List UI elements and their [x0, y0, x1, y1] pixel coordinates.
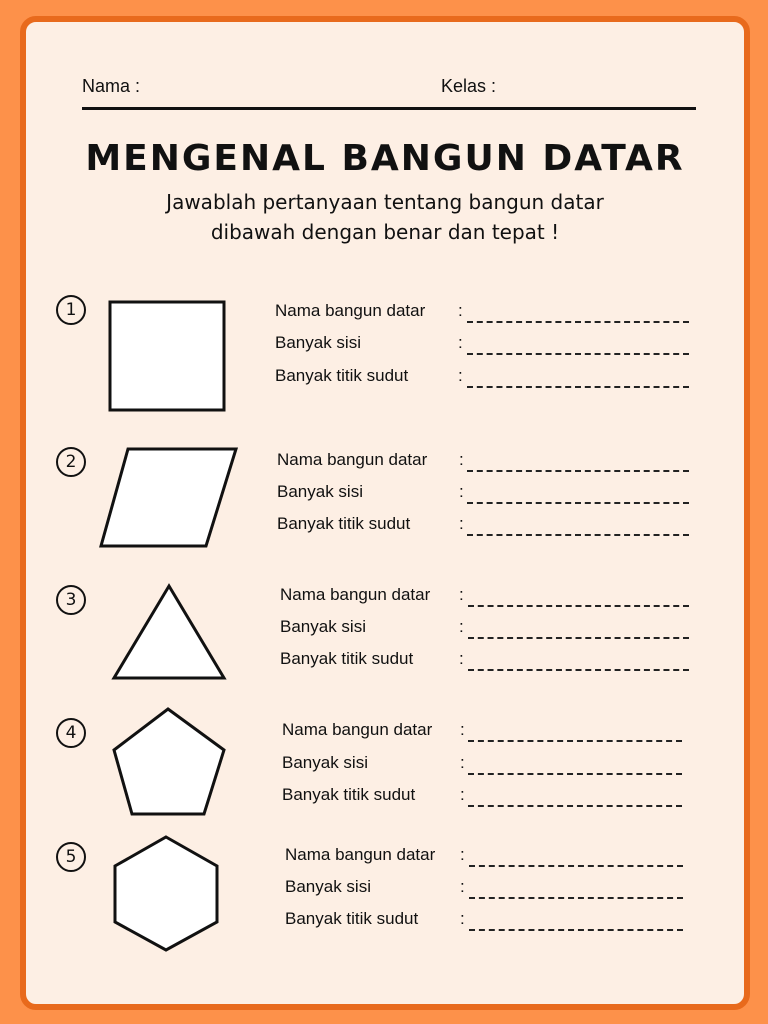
item-number: 2	[56, 447, 86, 477]
answer-line-shape-name[interactable]	[467, 321, 689, 323]
answer-line-corners[interactable]	[467, 534, 689, 536]
corners-label: Banyak titik sudut	[280, 649, 414, 668]
question-item-5	[26, 837, 744, 967]
colon: :	[460, 877, 465, 896]
corners-label: Banyak titik sudut	[277, 514, 411, 533]
corners-label: Banyak titik sudut	[282, 785, 416, 804]
page-title: MENGENAL BANGUN DATAR	[85, 138, 685, 179]
answer-line-corners[interactable]	[469, 929, 683, 931]
item-number: 5	[56, 842, 86, 872]
colon: :	[458, 366, 463, 385]
shape-name-label: Nama bangun datar	[277, 450, 428, 469]
colon: :	[458, 301, 463, 320]
colon: :	[459, 450, 464, 469]
colon: :	[460, 845, 465, 864]
name-label: Nama :	[82, 76, 141, 96]
answer-line-corners[interactable]	[468, 805, 682, 807]
answer-line-shape-name[interactable]	[468, 605, 689, 607]
corners-label: Banyak titik sudut	[285, 909, 419, 928]
answer-line-sides[interactable]	[468, 637, 689, 639]
answer-line-shape-name[interactable]	[469, 865, 683, 867]
header-line[interactable]	[82, 107, 696, 110]
square-icon	[108, 300, 228, 414]
colon: :	[458, 333, 463, 352]
colon: :	[460, 785, 465, 804]
sides-label: Banyak sisi	[285, 877, 371, 896]
shape-name-label: Nama bangun datar	[285, 845, 436, 864]
colon: :	[459, 482, 464, 501]
question-item-3	[26, 580, 744, 710]
answer-line-shape-name[interactable]	[468, 740, 682, 742]
shape-name-label: Nama bangun datar	[280, 585, 431, 604]
colon: :	[460, 909, 465, 928]
sides-label: Banyak sisi	[282, 753, 368, 772]
item-number: 1	[56, 295, 86, 325]
shape-name-label: Nama bangun datar	[275, 301, 426, 320]
answer-line-shape-name[interactable]	[467, 470, 689, 472]
class-label: Kelas :	[441, 76, 497, 96]
answer-line-corners[interactable]	[467, 386, 689, 388]
answer-line-sides[interactable]	[469, 897, 683, 899]
shape-name-label: Nama bangun datar	[282, 720, 433, 739]
item-number: 4	[56, 718, 86, 748]
subtitle-line-2: dibawah dengan benar dan tepat !	[210, 220, 560, 244]
triangle-icon	[110, 583, 228, 681]
worksheet	[20, 16, 750, 1010]
colon: :	[460, 720, 465, 739]
parallelogram-icon	[98, 447, 240, 549]
colon: :	[459, 514, 464, 533]
answer-line-sides[interactable]	[467, 502, 689, 504]
corners-label: Banyak titik sudut	[275, 366, 409, 385]
colon: :	[459, 649, 464, 668]
colon: :	[460, 753, 465, 772]
sides-label: Banyak sisi	[280, 617, 366, 636]
colon: :	[459, 617, 464, 636]
answer-line-sides[interactable]	[468, 773, 682, 775]
sides-label: Banyak sisi	[275, 333, 361, 352]
answer-line-sides[interactable]	[467, 353, 689, 355]
subtitle-line-1: Jawablah pertanyaan tentang bangun datar	[166, 190, 604, 214]
answer-line-corners[interactable]	[468, 669, 689, 671]
question-item-4	[26, 715, 744, 845]
question-item-1	[26, 292, 744, 422]
item-number: 3	[56, 585, 86, 615]
sides-label: Banyak sisi	[277, 482, 363, 501]
question-item-2	[26, 442, 744, 572]
colon: :	[459, 585, 464, 604]
hexagon-icon	[112, 835, 220, 953]
pentagon-icon	[112, 706, 228, 818]
